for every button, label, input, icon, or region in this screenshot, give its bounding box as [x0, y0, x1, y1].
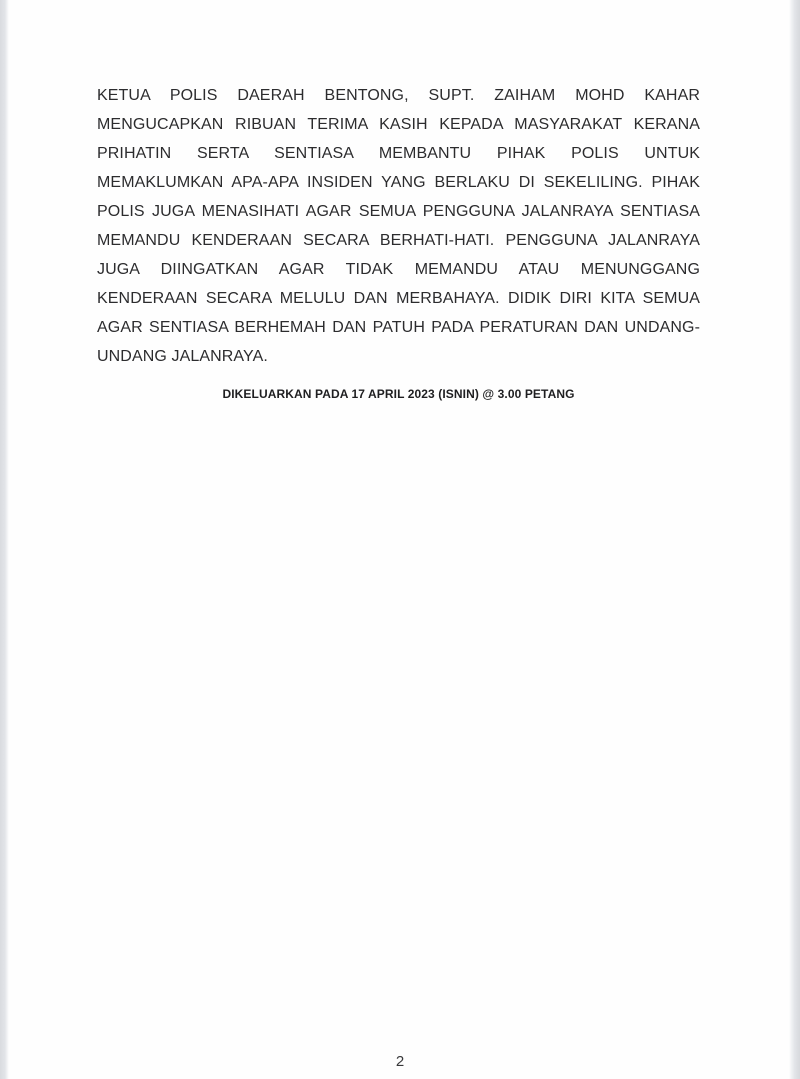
release-date-line: DIKELUARKAN PADA 17 APRIL 2023 (ISNIN) @ 3.00 PETANG [222, 387, 575, 401]
body-line: KENDERAAN SECARA MELULU DAN MERBAHAYA. DIDIK DIRI KITA SEMUA [97, 290, 700, 307]
body-line: MEMANDU KENDERAAN SECARA BERHATI-HATI. PENGGUNA JALANRAYA [97, 232, 700, 249]
page-number: 2 [395, 1053, 405, 1070]
scan-edge-left [0, 0, 9, 1079]
body-line: UNDANG JALANRAYA. [97, 348, 268, 365]
body-line: KETUA POLIS DAERAH BENTONG, SUPT. ZAIHAM MOHD KAHAR [97, 87, 700, 104]
scan-edge-right [789, 0, 800, 1079]
press-release-body [97, 81, 700, 403]
body-line: PRIHATIN SERTA SENTIASA MEMBANTU PIHAK POLIS UNTUK [97, 145, 700, 162]
body-line: MEMAKLUMKAN APA-APA INSIDEN YANG BERLAKU DI SEKELILING. PIHAK [97, 174, 700, 191]
body-line: MENGUCAPKAN RIBUAN TERIMA KASIH KEPADA MASYARAKAT KERANA [97, 116, 700, 133]
body-line: POLIS JUGA MENASIHATI AGAR SEMUA PENGGUNA JALANRAYA SENTIASA [97, 203, 700, 220]
body-line: AGAR SENTIASA BERHEMAH DAN PATUH PADA PERATURAN DAN UNDANG- [97, 319, 700, 336]
body-line: JUGA DIINGATKAN AGAR TIDAK MEMANDU ATAU MENUNGGANG [97, 261, 700, 278]
